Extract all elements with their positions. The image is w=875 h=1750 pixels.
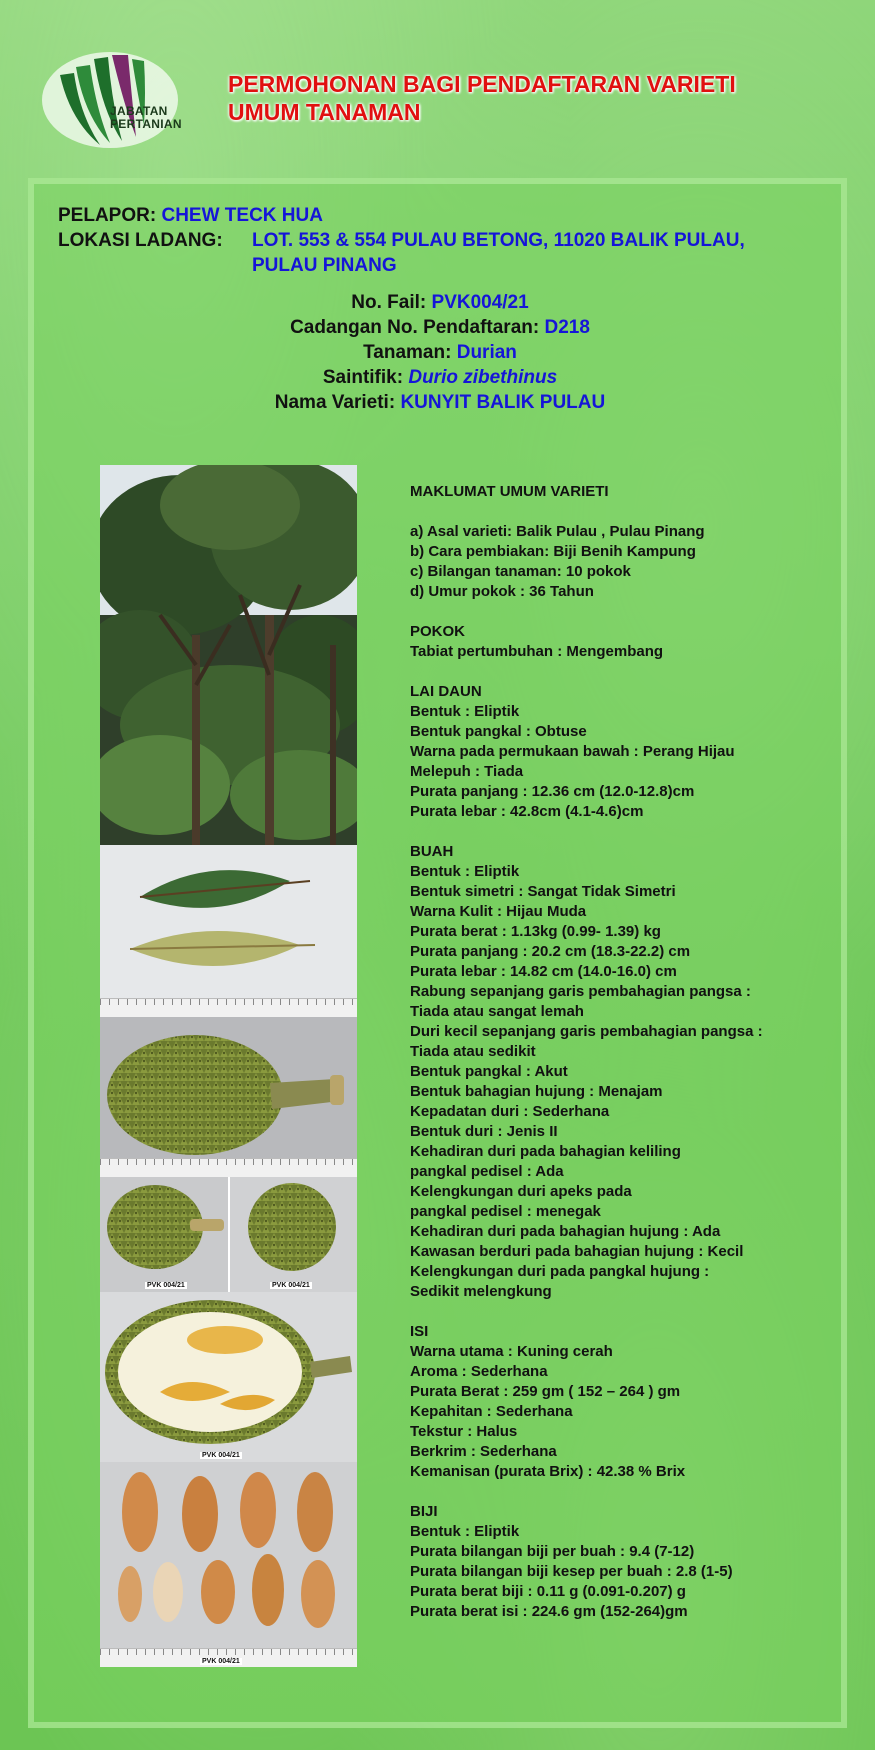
info-line: Kemanisan (purata Brix) : 42.38 % Brix — [410, 1463, 686, 1480]
info-line: Bentuk pangkal : Akut — [410, 1063, 568, 1080]
fruit-ruler — [100, 1158, 357, 1177]
info-line: Purata bilangan biji per buah : 9.4 (7-12) — [410, 1543, 695, 1560]
info-line: Bentuk : Eliptik — [410, 703, 520, 720]
leaf-ruler — [100, 998, 357, 1017]
info-line: Bentuk bahagian hujung : Menajam — [410, 1083, 663, 1100]
seed-label: PVK 004/21 — [202, 1658, 240, 1665]
info-line: Bentuk : Eliptik — [410, 863, 520, 880]
info-line: Tiada atau sedikit — [410, 1043, 536, 1060]
varieti-label: Nama Varieti: — [274, 392, 396, 413]
info-line: Tiada atau sangat lemah — [410, 1003, 584, 1020]
pelapor-label: PELAPOR: — [58, 205, 157, 226]
info-spacer — [410, 1302, 850, 1322]
info-line: Purata bilangan biji kesep per buah : 2.8 (1-5) — [410, 1563, 733, 1580]
info-line: Warna pada permukaan bawah : Perang Hijau — [410, 743, 735, 760]
fruit-left-photo — [100, 1177, 228, 1292]
leaf-photo — [100, 845, 357, 1017]
info-line: pangkal pedisel : menegak — [410, 1203, 601, 1220]
info-line: d) Umur pokok : 36 Tahun — [410, 583, 594, 600]
lokasi-line1: LOT. 553 & 554 PULAU BETONG, 11020 BALIK PULAU, — [252, 230, 745, 251]
seed-image — [100, 1462, 357, 1667]
info-line: Kehadiran duri pada bahagian hujung : Ada — [410, 1223, 721, 1240]
fruit-right-label: PVK 004/21 — [272, 1282, 310, 1289]
cadangan-label: Cadangan No. Pendaftaran: — [290, 317, 540, 338]
logo-line1: JABATAN — [110, 104, 168, 118]
logo-line2: PERTANIAN — [110, 117, 182, 131]
fruit-pair-photo — [100, 1177, 357, 1292]
info-line: pangkal pedisel : Ada — [410, 1163, 564, 1180]
info-line: Purata berat biji : 0.11 g (0.091-0.207) g — [410, 1583, 686, 1600]
fail-value: PVK004/21 — [431, 292, 529, 313]
tree-image — [100, 465, 357, 845]
lokasi-row — [58, 228, 838, 278]
info-line: Kepadatan duri : Sederhana — [410, 1103, 610, 1120]
info-line: Purata lebar : 14.82 cm (14.0-16.0) cm — [410, 963, 677, 980]
fruit-right-image — [230, 1177, 357, 1292]
info-line: Warna utama : Kuning cerah — [410, 1343, 613, 1360]
fruit-image — [100, 1017, 357, 1177]
info-line: BUAH — [410, 843, 454, 860]
info-line: Purata lebar : 42.8cm (4.1-4.6)cm — [410, 803, 644, 820]
leaf-image — [100, 845, 357, 1017]
page-title — [228, 70, 848, 126]
jabatan-pertanian-logo — [40, 45, 200, 150]
seed-photo — [100, 1462, 357, 1667]
info-line: Kepahitan : Sederhana — [410, 1403, 573, 1420]
info-line: Purata berat : 1.13kg (0.99- 1.39) kg — [410, 923, 661, 940]
info-line: Duri kecil sepanjang garis pembahagian pangsa : — [410, 1023, 763, 1040]
saintifik-value: Durio zibethinus — [408, 367, 558, 388]
open-fruit-photo — [100, 1292, 357, 1462]
saintifik-row — [60, 365, 820, 390]
fruit-photo — [100, 1017, 357, 1177]
saintifik-label: Saintifik: — [322, 367, 404, 388]
info-line: Tabiat pertumbuhan : Mengembang — [410, 643, 664, 660]
photo-column — [100, 465, 357, 1667]
cadangan-value: D218 — [544, 317, 590, 338]
info-line: Tekstur : Halus — [410, 1423, 518, 1440]
info-line: c) Bilangan tanaman: 10 pokok — [410, 563, 631, 580]
tanaman-row — [60, 340, 820, 365]
cadangan-row — [60, 315, 820, 340]
pelapor-value: CHEW TECK HUA — [161, 205, 323, 226]
title-line1: PERMOHONAN BAGI PENDAFTARAN VARIETI — [228, 71, 736, 97]
info-line: Bentuk : Eliptik — [410, 1523, 520, 1540]
title-line2: UMUM TANAMAN — [228, 99, 421, 125]
info-line: Kelengkungan duri pada pangkal hujung : — [410, 1263, 710, 1280]
info-line: Bentuk duri : Jenis II — [410, 1123, 558, 1140]
fail-label: No. Fail: — [351, 292, 427, 313]
registration-block — [60, 290, 820, 415]
fruit-left-label: PVK 004/21 — [147, 1282, 185, 1289]
tanaman-label: Tanaman: — [363, 342, 452, 363]
info-line: Sedikit melengkung — [410, 1283, 552, 1300]
varieti-value: KUNYIT BALIK PULAU — [400, 392, 606, 413]
info-line: ISI — [410, 1323, 429, 1340]
varieti-row — [60, 390, 820, 415]
info-spacer — [410, 822, 850, 842]
info-line: Kelengkungan duri apeks pada — [410, 1183, 632, 1200]
variety-info — [410, 482, 850, 1622]
lokasi-value — [252, 228, 827, 278]
open-fruit-label: PVK 004/21 — [202, 1452, 240, 1459]
info-line: Purata Berat : 259 gm ( 152 – 264 ) gm — [410, 1383, 681, 1400]
info-line: b) Cara pembiakan: Biji Benih Kampung — [410, 543, 696, 560]
info-line: Kehadiran duri pada bahagian keliling — [410, 1143, 681, 1160]
info-line: Purata panjang : 20.2 cm (18.3-22.2) cm — [410, 943, 691, 960]
info-line: Melepuh : Tiada — [410, 763, 524, 780]
tree-photo — [100, 465, 357, 845]
info-line: Kawasan berduri pada bahagian hujung : Kecil — [410, 1243, 744, 1260]
pelapor-row — [58, 203, 323, 228]
info-line: Purata berat isi : 224.6 gm (152-264)gm — [410, 1603, 688, 1620]
logo-text — [110, 105, 182, 131]
info-line: Purata panjang : 12.36 cm (12.0-12.8)cm — [410, 783, 695, 800]
tanaman-value: Durian — [456, 342, 517, 363]
info-line: BIJI — [410, 1503, 438, 1520]
info-spacer — [410, 502, 850, 522]
info-line: Rabung sepanjang garis pembahagian pangsa : — [410, 983, 751, 1000]
info-line: Bentuk pangkal : Obtuse — [410, 723, 587, 740]
lokasi-line2: PULAU PINANG — [252, 255, 397, 276]
fruit-left-image — [100, 1177, 228, 1292]
info-line: POKOK — [410, 623, 466, 640]
info-line: Warna Kulit : Hijau Muda — [410, 903, 587, 920]
info-line: Aroma : Sederhana — [410, 1363, 548, 1380]
info-line: LAI DAUN — [410, 683, 482, 700]
lokasi-label: LOKASI LADANG: — [58, 230, 223, 251]
open-fruit-image — [100, 1292, 357, 1462]
info-spacer — [410, 662, 850, 682]
info-line: Berkrim : Sederhana — [410, 1443, 557, 1460]
fail-row — [60, 290, 820, 315]
info-line: a) Asal varieti: Balik Pulau , Pulau Pinang — [410, 523, 705, 540]
info-line: Bentuk simetri : Sangat Tidak Simetri — [410, 883, 676, 900]
info-spacer — [410, 1482, 850, 1502]
info-line: MAKLUMAT UMUM VARIETI — [410, 483, 609, 500]
info-spacer — [410, 602, 850, 622]
fruit-right-photo — [228, 1177, 357, 1292]
